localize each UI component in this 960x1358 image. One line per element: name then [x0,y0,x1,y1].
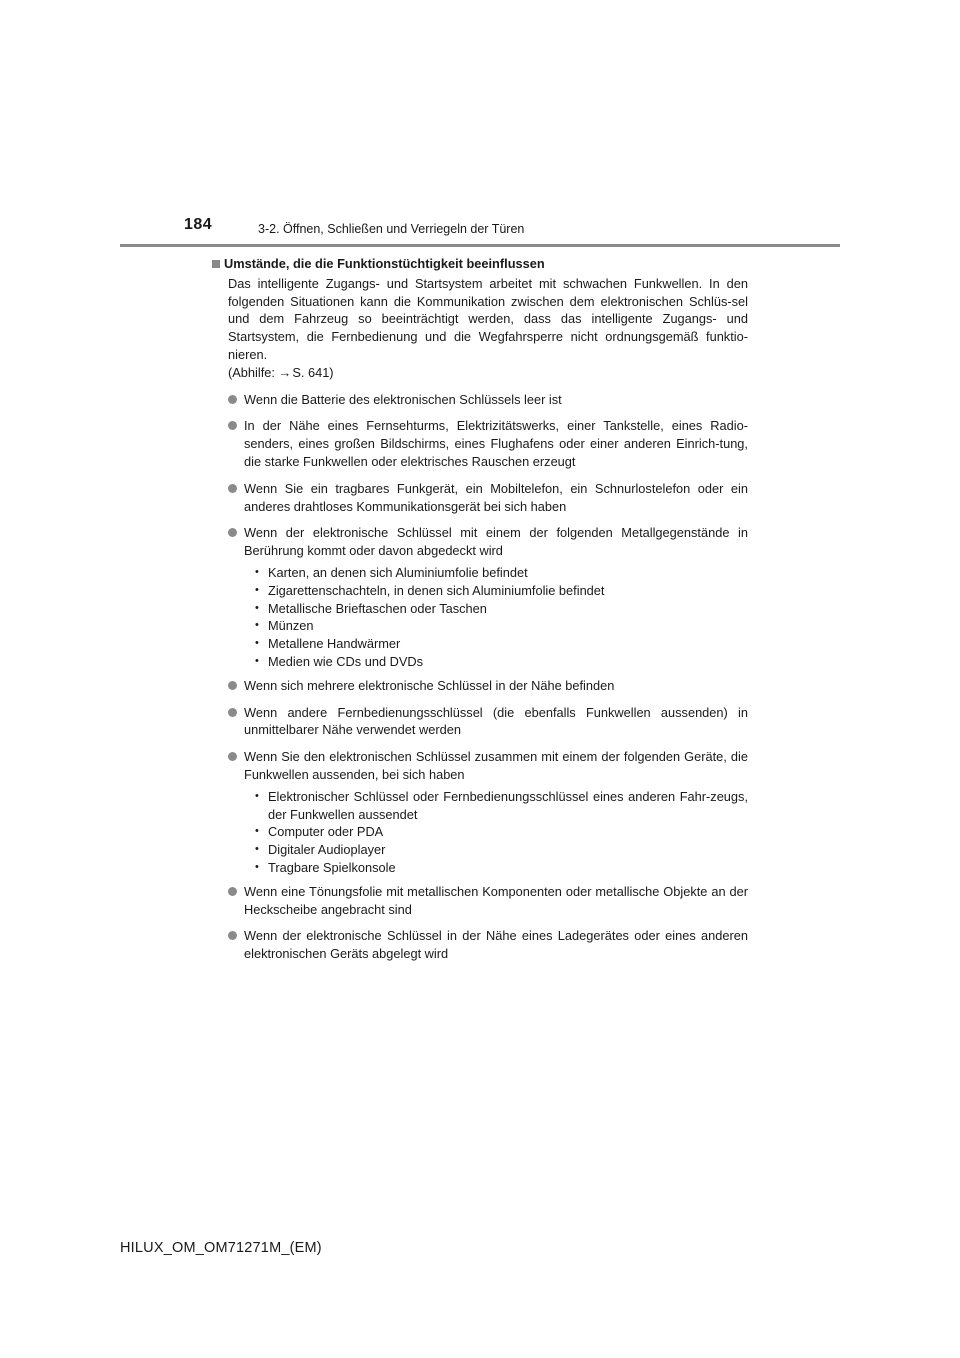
header-rule [120,244,840,247]
sub-list-item-text: Münzen [268,618,314,634]
sub-list-item [255,823,748,841]
list-item [228,704,748,740]
sub-list-item-text: Elektronischer Schlüssel oder Fernbedienungsschlüssel eines anderen Fahr-zeugs, der Funkwellen aussendet [268,788,748,822]
small-bullet-icon: • [255,601,259,614]
section-title: 3-2. Öffnen, Schließen und Verriegeln der Türen [258,222,525,236]
sub-list-item [255,635,748,653]
small-bullet-icon: • [255,789,259,802]
small-bullet-icon: • [255,654,259,667]
dot-bullet-icon [228,528,237,537]
sub-list-item [255,841,748,859]
footer-doc-id: HILUX_OM_OM71271M_(EM) [120,1240,322,1256]
list-item [228,480,748,516]
dot-bullet-icon [228,887,237,896]
sub-list [255,788,748,877]
sub-list [255,564,748,671]
body [228,275,748,963]
small-bullet-icon: • [255,825,259,838]
list-item-text: Wenn eine Tönungsfolie mit metallischen Komponenten oder metallische Objekte an der Heckscheibe angebracht sind [244,883,748,917]
list-item [228,927,748,963]
sub-list-item [255,653,748,671]
sub-list-item-text: Metallische Brieftaschen oder Taschen [268,600,487,616]
main-content [212,255,748,972]
list-item-text: Wenn Sie den elektronischen Schlüssel zusammen mit einem der folgenden Geräte, die Funkwellen aussenden, bei sich haben [244,749,748,782]
list-item-text: Wenn andere Fernbedienungsschlüssel (die ebenfalls Funkwellen aussenden) in unmittelbarer Nähe verwendet werden [244,704,748,738]
sub-list-item [255,600,748,618]
page-number: 184 [184,216,213,233]
list-item [228,524,748,560]
list-item [228,748,748,784]
section-heading [212,255,748,273]
small-bullet-icon: • [255,860,259,873]
list-item-text: Wenn sich mehrere elektronische Schlüssel in der Nähe befinden [244,677,615,693]
intro-paragraph: Das intelligente Zugangs- und Startsystem arbeitet mit schwachen Funkwellen. In den folgenden Situationen kann die Kommunikation zwischen dem elektronischen Schlüs-sel und dem Fahrzeug so beeinträchtigt werden, dass das intelligente Zugangs- und Startsystem, die Fernbedienung und die Wegfahrsperre nicht ordnungsgemäß funktio-nieren. [228,275,748,362]
list-item-text: Wenn die Batterie des elektronischen Schlüssels leer ist [244,391,562,407]
sub-list-item-text: Tragbare Spielkonsole [268,859,396,875]
list-item-text: Wenn Sie ein tragbares Funkgerät, ein Mobiltelefon, ein Schnurlostelefon oder ein anderes drahtloses Kommunikationsgerät bei sich haben [244,480,748,514]
list-item [228,391,748,409]
list-item [228,677,748,695]
sub-list-item [255,859,748,877]
sub-list-item-text: Digitaler Audioplayer [268,842,386,858]
sub-list-item-text: Karten, an denen sich Aluminiumfolie befindet [268,564,528,580]
list-item-text: Wenn der elektronische Schlüssel in der Nähe eines Ladegerätes oder eines anderen elektronischen Geräts abgelegt wird [244,928,748,962]
sub-list-item [255,617,748,635]
small-bullet-icon: • [255,583,259,596]
small-bullet-icon: • [255,637,259,650]
sub-list-item-text: Medien wie CDs und DVDs [268,653,424,669]
sub-list-item-text: Metallene Handwärmer [268,636,401,652]
arrow-right-icon: → [278,364,292,380]
sub-list-item [255,564,748,582]
sub-list-item-text: Computer oder PDA [268,824,384,840]
small-bullet-icon: • [255,619,259,632]
dot-bullet-icon [228,752,237,761]
remedy-reference [228,364,748,382]
dot-bullet-icon [228,681,237,690]
remedy-ref: S. 641) [292,364,334,380]
sub-list-item [255,582,748,600]
list-item [228,883,748,919]
list-item-text: Wenn der elektronische Schlüssel mit einem der folgenden Metallgegenstände in Berührung kommt oder davon abgedeckt wird [244,525,748,559]
sub-list-item-text: Zigarettenschachteln, in denen sich Aluminiumfolie befindet [268,582,605,598]
list-item [228,417,748,470]
bullet-list [228,391,748,963]
square-bullet-icon [212,260,220,268]
sub-list-item [255,788,748,824]
dot-bullet-icon [228,484,237,493]
dot-bullet-icon [228,421,237,430]
dot-bullet-icon [228,931,237,940]
dot-bullet-icon [228,708,237,717]
dot-bullet-icon [228,395,237,404]
small-bullet-icon: • [255,843,259,856]
list-item-text: In der Nähe eines Fernsehturms, Elektrizitätswerks, einer Tankstelle, eines Radio-senders, eines großen Bildschirms, eines Flughafens oder einer anderen Einrich-tung, die starke Funkwellen oder elektrisches Rauschen erzeugt [244,418,748,469]
small-bullet-icon: • [255,565,259,578]
remedy-prefix: (Abhilfe: [228,364,279,380]
heading-text: Umstände, die die Funktionstüchtigkeit beeinflussen [224,256,545,271]
